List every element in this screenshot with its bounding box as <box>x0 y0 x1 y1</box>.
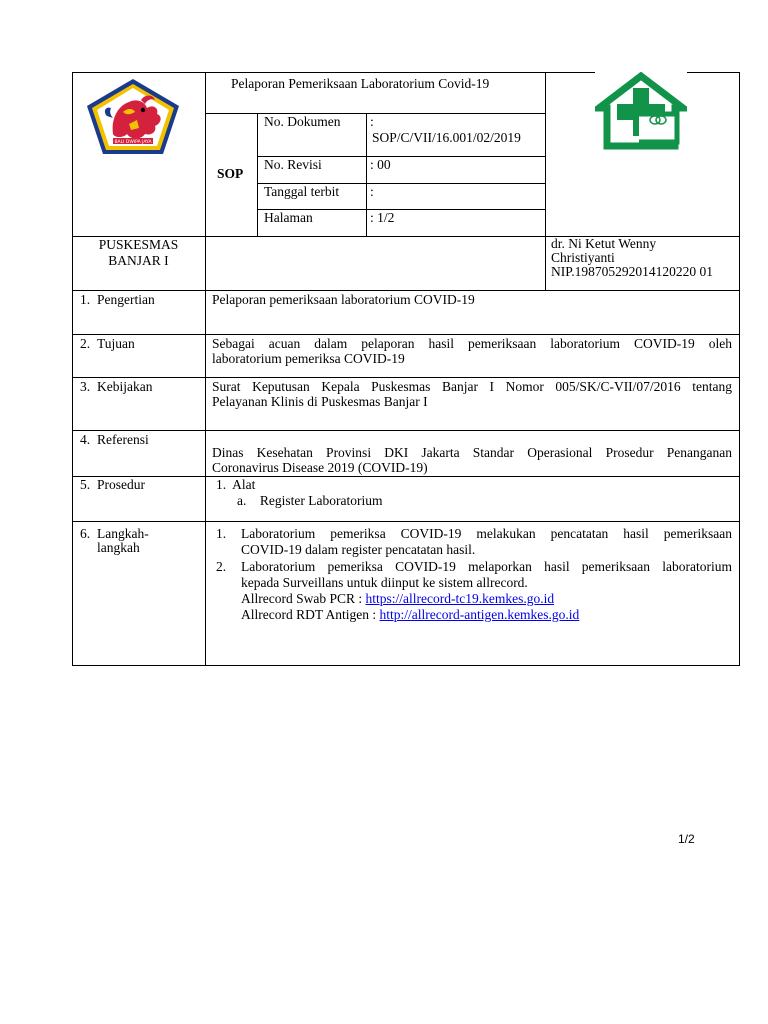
field-label-no-dokumen: No. Dokumen <box>264 114 341 129</box>
allrecord-rdt-label: Allrecord RDT Antigen : <box>241 607 380 622</box>
field-value-halaman: : 1/2 <box>370 210 395 225</box>
step-1-number: 1. <box>216 526 227 541</box>
field-value-tanggal-terbit: : <box>370 184 374 199</box>
document-title: Pelaporan Pemeriksaan Laboratorium Covid-19 <box>231 76 490 91</box>
organization-name <box>72 237 205 269</box>
organization-line-1: PUSKESMAS <box>98 237 179 252</box>
organization-line-2: BANJAR I <box>108 253 169 268</box>
step-2-number: 2. <box>216 559 227 574</box>
signer-name-line-2: Christiyanti <box>551 250 615 265</box>
section-4-text-line-2: Coronavirus Disease 2019 (COVID-19) <box>212 460 428 475</box>
section-5-label: Prosedur <box>97 477 145 492</box>
section-1-label: Pengertian <box>97 292 155 307</box>
provincial-emblem-icon <box>83 76 183 158</box>
puskesmas-logo-icon <box>595 72 687 152</box>
section-3-number: 3. <box>80 379 91 394</box>
section-5-item-1: 1. Alat <box>216 477 256 492</box>
section-1-text: Pelaporan pemeriksaan laboratorium COVID-19 <box>212 292 475 307</box>
field-value-no-revisi: : 00 <box>370 157 391 172</box>
section-3-label: Kebijakan <box>97 379 153 394</box>
section-4-number: 4. <box>80 432 91 447</box>
field-label-halaman: Halaman <box>264 210 313 225</box>
allrecord-swab-row <box>241 591 554 606</box>
section-3-text-line-1: Surat Keputusan Kepala Puskesmas Banjar I Nomor 005/SK/C-VII/07/2016 tentang <box>212 379 732 394</box>
field-label-tanggal-terbit: Tanggal terbit <box>264 184 340 199</box>
section-2-text-line-2: laboratorium pemeriksa COVID-19 <box>212 351 405 366</box>
section-6-label-line-1: Langkah- <box>97 526 149 541</box>
section-6-label-line-2: langkah <box>97 540 140 555</box>
step-2-line-2: kepada Surveillans untuk diinput ke sistem allrecord. <box>241 575 528 590</box>
allrecord-swab-label: Allrecord Swab PCR : <box>241 591 366 606</box>
field-value-no-dokumen: SOP/C/VII/16.001/02/2019 <box>372 130 521 145</box>
section-2-number: 2. <box>80 336 91 351</box>
step-1-line-1: Laboratorium pemeriksa COVID-19 melakukan pencatatan hasil pemeriksaan <box>241 526 732 541</box>
step-2-line-1: Laboratorium pemeriksa COVID-19 melaporkan hasil pemeriksaan laboratorium <box>241 559 732 574</box>
step-1-line-2: COVID-19 dalam register pencatatan hasil. <box>241 542 476 557</box>
sop-label: SOP <box>217 166 244 181</box>
section-4-text-line-1: Dinas Kesehatan Provinsi DKI Jakarta Standar Operasional Prosedur Penanganan <box>212 445 732 460</box>
field-colon-no-dokumen: : <box>370 114 374 129</box>
section-2-label: Tujuan <box>97 336 135 351</box>
field-label-no-revisi: No. Revisi <box>264 157 322 172</box>
section-4-label: Referensi <box>97 432 149 447</box>
signer-nip: NIP.198705292014120220 01 <box>551 264 714 279</box>
signer-name-line-1: dr. Ni Ketut Wenny <box>551 236 657 251</box>
emblem-motto: BALI DWIPA JAYA <box>114 140 152 145</box>
signer-block <box>551 237 713 279</box>
section-5-number: 5. <box>80 477 91 492</box>
allrecord-rdt-row <box>241 607 579 622</box>
section-1-number: 1. <box>80 292 91 307</box>
section-6-number: 6. <box>80 526 91 541</box>
section-5-item-1a: a. Register Laboratorium <box>237 493 383 508</box>
allrecord-rdt-link[interactable]: http://allrecord-antigen.kemkes.go.id <box>379 607 580 622</box>
page-number: 1/2 <box>678 832 695 846</box>
allrecord-swab-link[interactable]: https://allrecord-tc19.kemkes.go.id <box>365 591 555 606</box>
section-3-text-line-2: Pelayanan Klinis di Puskesmas Banjar I <box>212 394 428 409</box>
section-2-text-line-1: Sebagai acuan dalam pelaporan hasil pemeriksaan laboratorium COVID-19 oleh <box>212 336 732 351</box>
